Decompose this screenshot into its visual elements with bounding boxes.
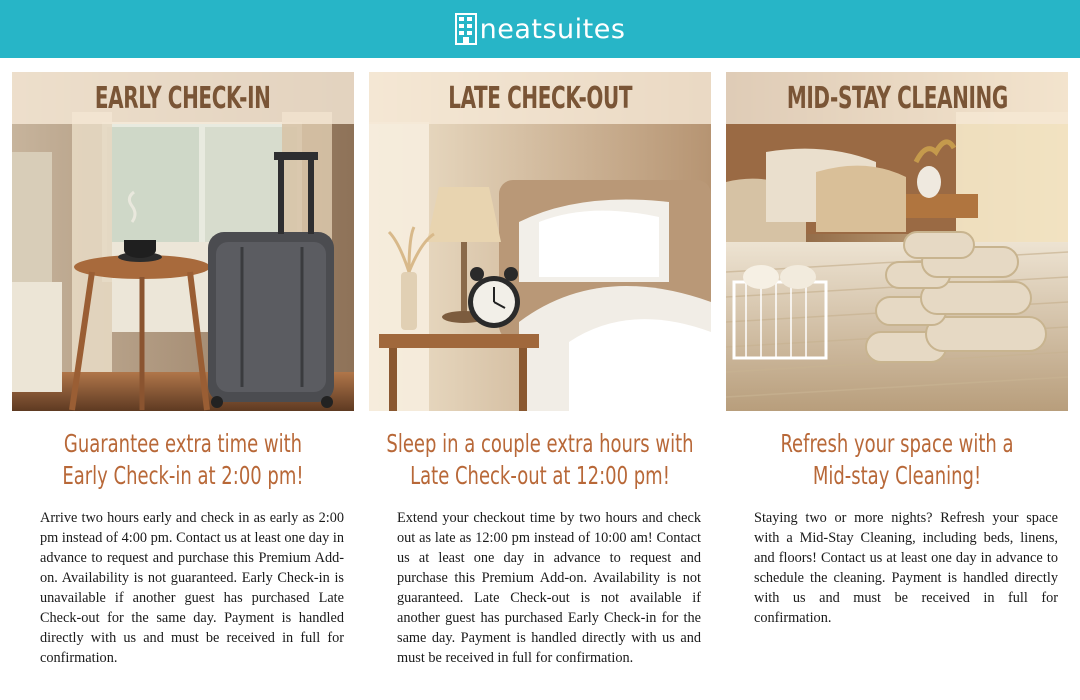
- early-checkin-panel: [12, 72, 354, 666]
- header-bar: [0, 0, 1080, 58]
- mid-stay-cleaning-title: MID-STAY CLEANING: [786, 80, 1008, 116]
- headline-line-2: Mid-stay Cleaning!: [812, 461, 982, 490]
- mid-stay-cleaning-banner: [726, 72, 1068, 124]
- brand-logo[interactable]: [455, 13, 626, 45]
- late-checkout-title: LATE CHECK-OUT: [448, 80, 632, 116]
- late-checkout-banner: [369, 72, 711, 124]
- early-checkin-description: Arrive two hours early and check in as early as 2:00 pm instead of 4:00 pm. Contact us at least one day in advance to request and purchase this Premium Add-on. Availability is not guaranteed. Early Check-in is unavailable if another guest has purchased Late Check-out for the same day. Payment is handled directly with us and must be received in full for confirmation.: [40, 510, 344, 666]
- late-checkout-photo: [369, 72, 711, 411]
- early-checkin-title: EARLY CHECK-IN: [95, 80, 271, 116]
- late-checkout-headline: [378, 428, 703, 492]
- headline-line-1: Refresh your space with a: [780, 429, 1014, 458]
- headline-line-1: Guarantee extra time with: [63, 429, 303, 458]
- early-checkin-banner: [12, 72, 354, 124]
- late-checkout-panel: [369, 72, 711, 666]
- brand-name: neatsuites: [479, 13, 626, 45]
- building-icon: [455, 13, 477, 45]
- early-checkin-headline: [46, 428, 320, 492]
- headline-line-2: Early Check-in at 2:00 pm!: [62, 461, 304, 490]
- early-checkin-photo: [12, 72, 354, 411]
- mid-stay-cleaning-photo: [726, 72, 1068, 411]
- late-checkout-description: Extend your checkout time by two hours and check out as late as 12:00 pm instead of 10:00 am! Contact us at least one day in advance to request and purchase this Premium Add-on. Availability is not guaranteed. Late Check-out is not available if another guest has purchased Early Check-in for the same day. Payment is handled directly with us and must be received in full for confirmation.: [397, 510, 701, 666]
- mid-stay-cleaning-description: Staying two or more nights? Refresh your space with a Mid-Stay Cleaning, including beds, linens, and floors! Contact us at least one day in advance to schedule the cleaning. Payment is handled directly with us and must be received in full for confirmation.: [754, 510, 1058, 626]
- headline-line-2: Late Check-out at 12:00 pm!: [410, 461, 670, 490]
- mid-stay-cleaning-headline: [760, 428, 1034, 492]
- mid-stay-cleaning-panel: [726, 72, 1068, 626]
- headline-line-1: Sleep in a couple extra hours with: [386, 429, 694, 458]
